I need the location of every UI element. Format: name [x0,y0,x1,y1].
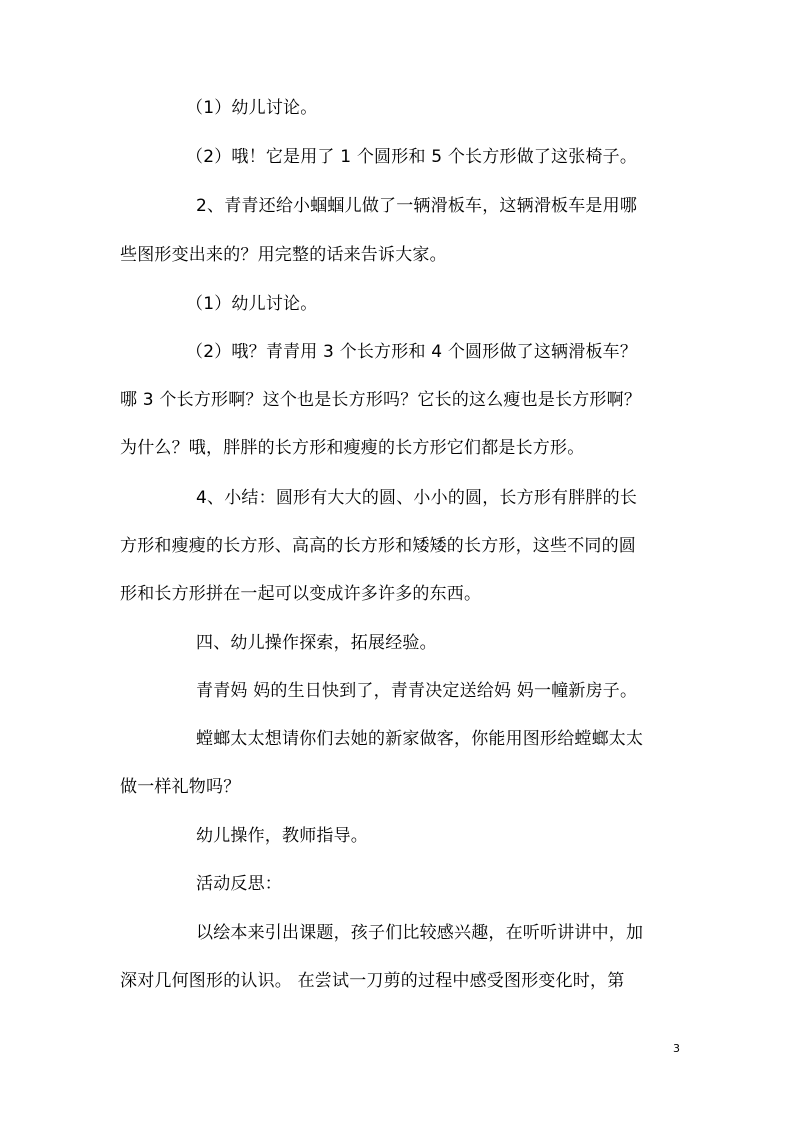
page-number: 3 [673,1042,680,1055]
paragraph-line-5: （1）幼儿讨论。 [186,294,318,314]
paragraph-line-17: 活动反思： [196,874,282,894]
paragraph-line-14: 螳螂太太想请你们去她的新家做客，你能用图形给螳螂太太 [196,729,644,749]
paragraph-line-1: （1）幼儿讨论。 [186,98,318,118]
paragraph-line-18: 以绘本来引出课题，孩子们比较感兴趣，在听听讲讲中，加 [196,923,644,943]
paragraph-line-19: 深对几何图形的认识。 在尝试一刀剪的过程中感受图形变化时，第 [120,971,625,991]
paragraph-line-13: 青青妈 妈的生日快到了，青青决定送给妈 妈一幢新房子。 [196,681,638,701]
paragraph-line-16: 幼儿操作，教师指导。 [196,826,368,846]
paragraph-line-4: 些图形变出来的？用完整的话来告诉大家。 [120,245,447,265]
paragraph-line-10: 方形和瘦瘦的长方形、高高的长方形和矮矮的长方形，这些不同的圆 [120,536,636,556]
paragraph-line-3: 2、青青还给小蝈蝈儿做了一辆滑板车，这辆滑板车是用哪 [196,196,638,216]
paragraph-line-7: 哪 3 个长方形啊？这个也是长方形吗？它长的这么瘦也是长方形啊？ [120,390,642,410]
paragraph-line-15: 做一样礼物吗？ [120,777,241,797]
paragraph-line-11: 形和长方形拼在一起可以变成许多许多的东西。 [120,584,482,604]
paragraph-line-8: 为什么？哦，胖胖的长方形和瘦瘦的长方形它们都是长方形。 [120,438,585,458]
paragraph-line-2: （2）哦！它是用了 1 个圆形和 5 个长方形做了这张椅子。 [186,147,638,167]
paragraph-line-6: （2）哦？青青用 3 个长方形和 4 个圆形做了这辆滑板车？ [186,342,638,362]
paragraph-line-9: 4、小结：圆形有大大的圆、小小的圆，长方形有胖胖的长 [196,488,638,508]
section-heading: 四、幼儿操作探索，拓展经验。 [196,633,437,653]
